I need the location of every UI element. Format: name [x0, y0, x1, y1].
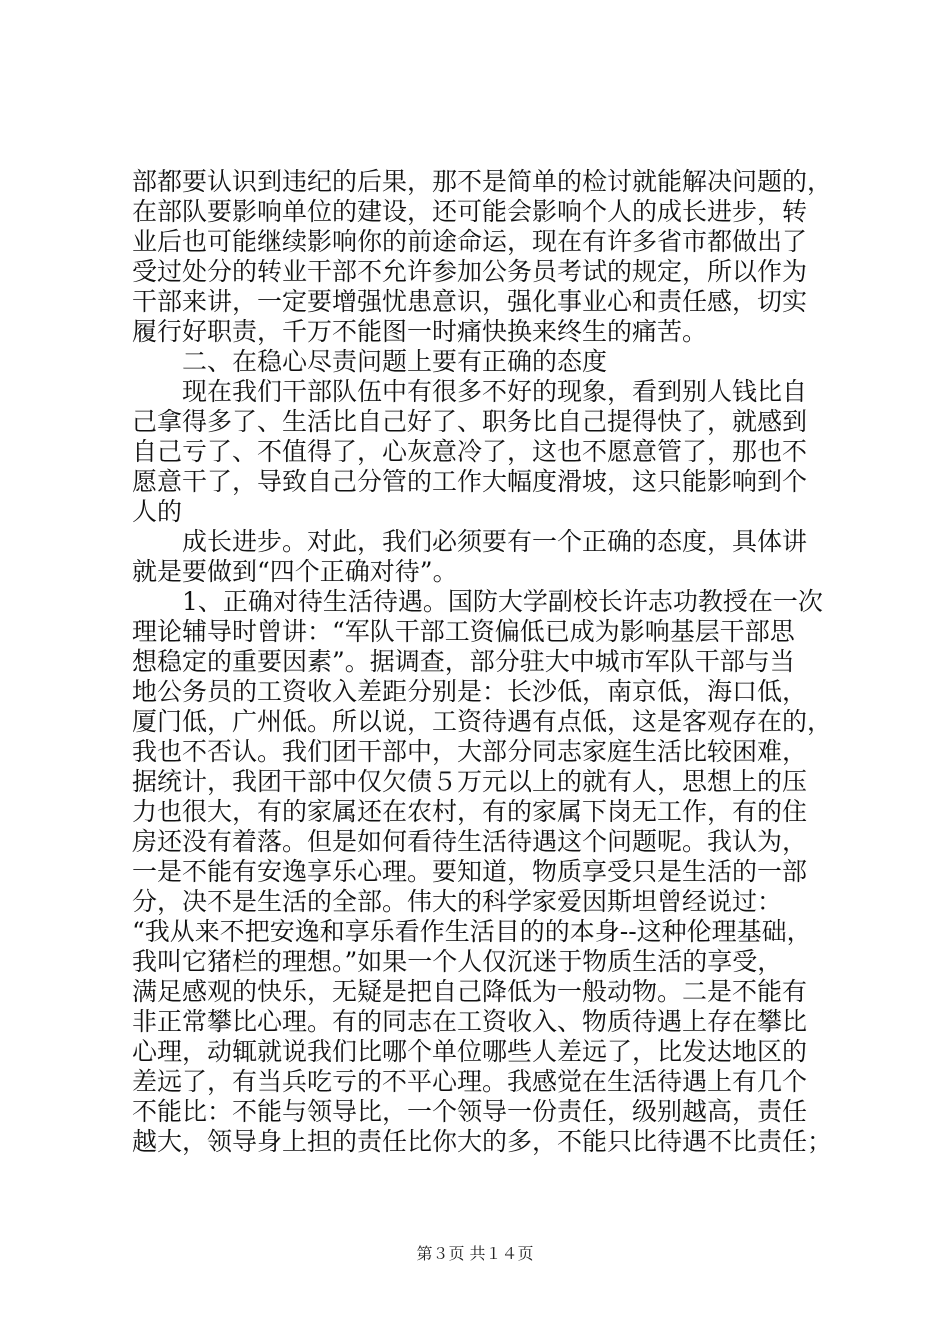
- section-heading: 二、在稳心尽责问题上要有正确的态度: [132, 347, 608, 376]
- text-line: 现在我们干部队伍中有很多不好的现象，看到别人钱比自: [132, 377, 808, 406]
- text-line: 厦门低，广州低。所以说，工资待遇有点低，这是客观存在的，: [132, 707, 833, 736]
- text-line: 分，决不是生活的全部。伟大的科学家爱因斯坦曾经说过：: [132, 887, 783, 916]
- text-line: 人的: [132, 497, 183, 526]
- page-footer: [0, 1244, 950, 1264]
- page-number: 第３页 共１４页: [416, 1244, 534, 1263]
- text-line: 愿意干了，导致自己分管的工作大幅度滑坡，这只能影响到个: [132, 467, 808, 496]
- text-line: 据统计，我团干部中仅欠债５万元以上的就有人，思想上的压: [132, 767, 808, 796]
- text-line: 履行好职责，千万不能图一时痛快换来终生的痛苦。: [132, 317, 708, 346]
- text-line: 地公务员的工资收入差距分别是：长沙低，南京低，海口低，: [132, 677, 808, 706]
- text-line: 非正常攀比心理。有的同志在工资收入、物质待遇上存在攀比: [132, 1007, 808, 1036]
- text-line: 心理，动辄就说我们比哪个单位哪些人差远了，比发达地区的: [132, 1037, 808, 1066]
- text-line: 1、正确对待生活待遇。国防大学副校长许志功教授在一次: [132, 587, 823, 616]
- text-line: 就是要做到“四个正确对待”。: [132, 557, 458, 586]
- text-line: 差远了，有当兵吃亏的不平心理。我感觉在生活待遇上有几个: [132, 1067, 808, 1096]
- text-line: “我从来不把安逸和享乐看作生活目的的本身--这种伦理基础，: [132, 917, 812, 946]
- text-line: 越大，领导身上担的责任比你大的多，不能只比待遇不比责任；: [132, 1127, 833, 1156]
- text-line: 不能比：不能与领导比，一个领导一份责任，级别越高，责任: [132, 1097, 808, 1126]
- text-line: 自己亏了、不值得了，心灰意冷了，这也不愿意管了，那也不: [132, 437, 808, 466]
- text-line: 受过处分的转业干部不允许参加公务员考试的规定，所以作为: [132, 257, 808, 286]
- text-line: 业后也可能继续影响你的前途命运，现在有许多省市都做出了: [132, 227, 808, 256]
- text-line: 部都要认识到违纪的后果，那不是简单的检讨就能解决问题的，: [132, 167, 833, 196]
- text-line: 房还没有着落。但是如何看待生活待遇这个问题呢。我认为，: [132, 827, 808, 856]
- text-line: 在部队要影响单位的建设，还可能会影响个人的成长进步，转: [132, 197, 808, 226]
- text-line: 想稳定的重要因素”。据调查，部分驻大中城市军队干部与当: [132, 647, 795, 676]
- text-line: 我叫它猪栏的理想。”如果一个人仅沉迷于物质生活的享受，: [132, 947, 783, 976]
- text-line: 理论辅导时曾讲：“军队干部工资偏低已成为影响基层干部思: [132, 617, 795, 646]
- text-line: 成长进步。对此，我们必须要有一个正确的态度，具体讲: [132, 527, 808, 556]
- text-line: 满足感观的快乐，无疑是把自己降低为一般动物。二是不能有: [132, 977, 808, 1006]
- text-line: 一是不能有安逸享乐心理。要知道，物质享受只是生活的一部: [132, 857, 808, 886]
- text-line: 力也很大，有的家属还在农村，有的家属下岗无工作，有的住: [132, 797, 808, 826]
- text-line: 干部来讲，一定要增强忧患意识，强化事业心和责任感，切实: [132, 287, 808, 316]
- body-text: [132, 167, 838, 1157]
- text-line: 我也不否认。我们团干部中，大部分同志家庭生活比较困难，: [132, 737, 808, 766]
- text-line: 己拿得多了、生活比自己好了、职务比自己提得快了，就感到: [132, 407, 808, 436]
